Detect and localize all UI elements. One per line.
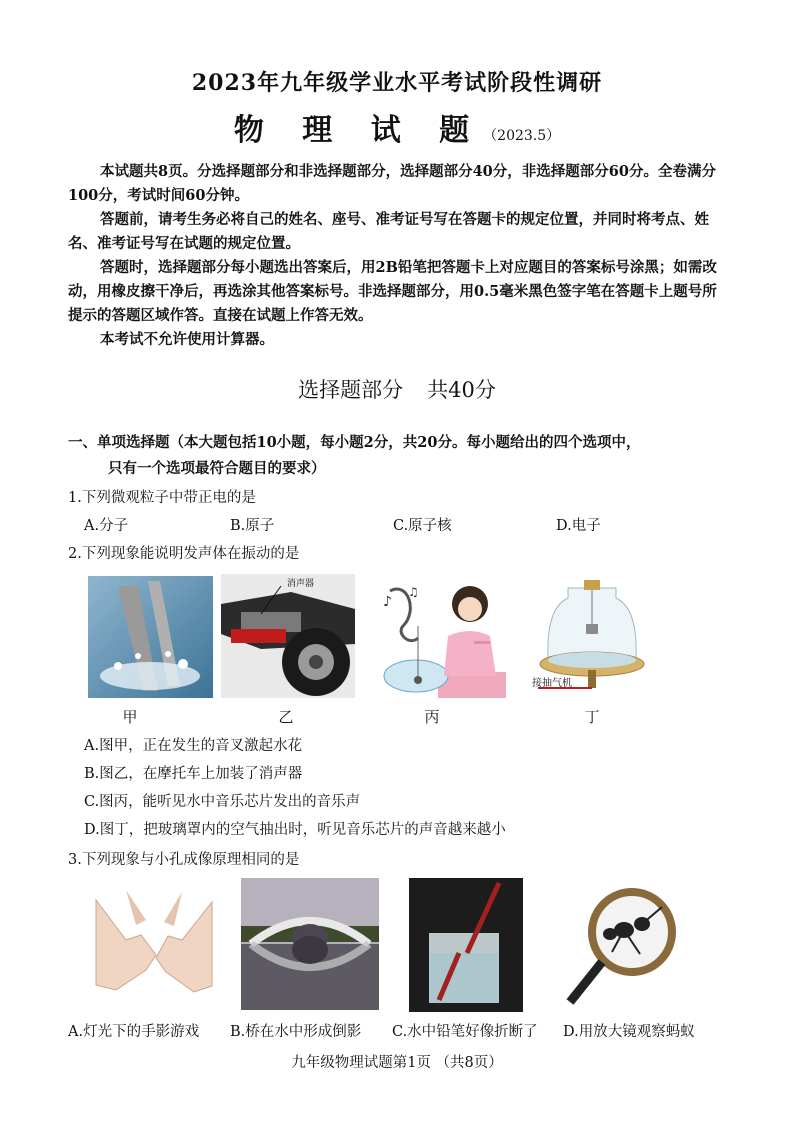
girl-aquarium-image [378, 576, 506, 698]
q3-option-d: D.用放大镜观察蚂蚁 [563, 1024, 695, 1040]
instruction-4: 本考试不允许使用计算器。 [100, 331, 274, 348]
pencil-in-water-image [409, 878, 523, 1012]
part-heading [68, 430, 738, 482]
exam-date: （2023.5） [483, 128, 561, 144]
hand-shadow-image [86, 880, 222, 1010]
caption-ding: 丁 [584, 708, 600, 726]
part-heading-line2: 只有一个选项最符合题目的要求） [108, 460, 326, 477]
caption-jia: 甲 [122, 708, 138, 726]
section-header [0, 374, 794, 404]
q1-option-a: A.分子 [84, 518, 129, 534]
caption-bing: 丙 [424, 708, 440, 726]
instruction-1: 本试题共8页。分选择题部分和非选择题部分，选择题部分40分，非选择题部分60分。全卷满分100分，考试时间60分钟。 [68, 163, 716, 204]
q1-option-b: B.原子 [230, 518, 275, 534]
q3-option-b: B.桥在水中形成倒影 [230, 1024, 362, 1040]
q3-option-c: C.水中铅笔好像折断了 [392, 1024, 538, 1040]
q3-option-a: A.灯光下的手影游戏 [68, 1024, 200, 1040]
caption-yi: 乙 [278, 708, 294, 726]
tuning-fork-image [88, 576, 213, 698]
exam-title: 2023年九年级学业水平考试阶段性调研 [191, 70, 603, 96]
bridge-reflection-image [241, 878, 379, 1010]
muffler-label: 消声器 [287, 579, 315, 589]
svg-text:♫: ♫ [408, 585, 419, 599]
instructions [68, 160, 728, 352]
pump-label: 接抽气机 [532, 678, 572, 689]
q2-option-b: B.图乙，在摩托车上加装了消声器 [84, 766, 303, 782]
section-score: 共40分 [427, 378, 496, 402]
q1-stem: 1.下列微观粒子中带正电的是 [68, 490, 256, 506]
part-heading-line1: 一、单项选择题（本大题包括10小题，每小题2分，共20分。每小题给出的四个选项中， [68, 434, 641, 451]
section-title: 选择题部分 [298, 378, 404, 402]
q2-option-d: D.图丁，把玻璃罩内的空气抽出时，听见音乐芯片的声音越来越小 [84, 822, 506, 838]
q3-stem: 3.下列现象与小孔成像原理相同的是 [68, 852, 300, 868]
subject-name: 物 理 试 题 [233, 113, 484, 148]
page-footer: 九年级物理试题第1页 （共8页） [291, 1055, 503, 1071]
instruction-2: 答题前，请考生务必将自己的姓名、座号、准考证号写在答题卡的规定位置，并同时将考点、姓名、准考证号写在试题的规定位置。 [68, 211, 709, 252]
magnifier-ant-image [562, 882, 686, 1010]
bell-jar-image [532, 578, 646, 698]
q2-option-a: A.图甲，正在发生的音叉激起水花 [84, 738, 303, 754]
q2-stem: 2.下列现象能说明发声体在振动的是 [68, 546, 300, 562]
q1-option-d: D.电子 [556, 518, 601, 534]
subject-title [0, 105, 794, 149]
motorcycle-image [221, 574, 355, 698]
instruction-3: 答题时，选择题部分每小题选出答案后，用2B铅笔把答题卡上对应题目的答案标号涂黑；如需改动，用橡皮擦干净后，再选涂其他答案标号。非选择题部分，用0.5毫米黑色签字笔在答题卡上题号所提示的答题区域作答。直接在试题上作答无效。 [68, 259, 717, 324]
q2-option-c: C.图丙，能听见水中音乐芯片发出的音乐声 [84, 794, 361, 810]
svg-text:♪: ♪ [383, 594, 392, 610]
q1-option-c: C.原子核 [393, 518, 452, 534]
